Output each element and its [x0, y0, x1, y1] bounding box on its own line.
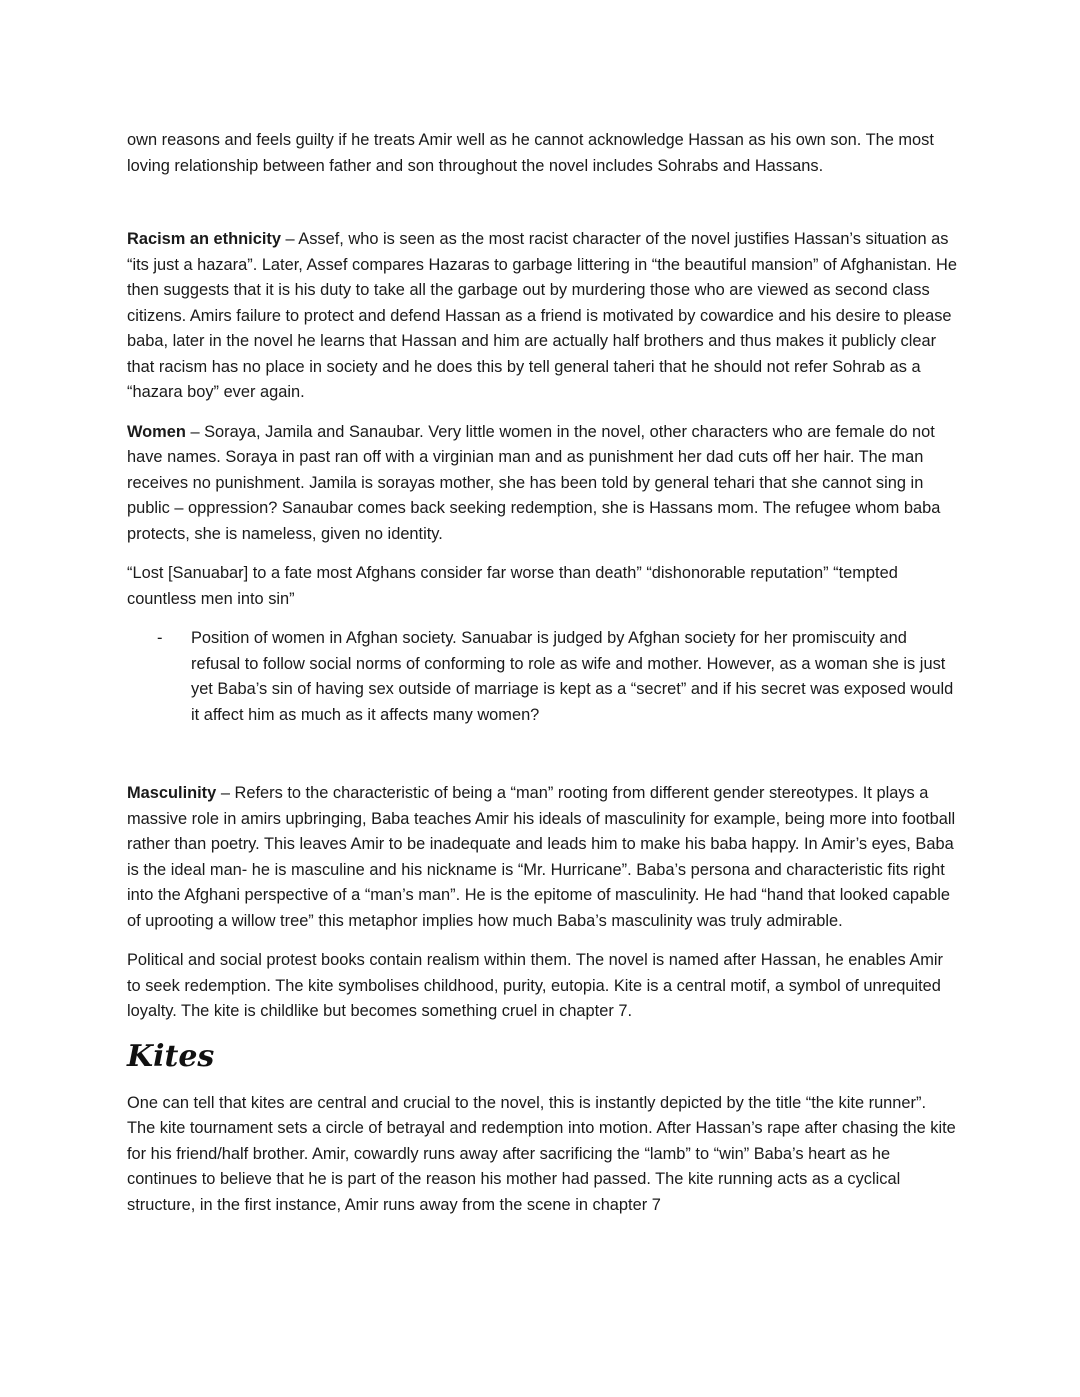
women-bullet-text: Position of women in Afghan society. Sanuabar is judged by Afghan society for her promiscuity and refusal to follow social norms of conforming to role as wife and mother. However, as a woman she is just yet Baba’s sin of having sex outside of marriage is kept as a “secret” and if his secret was exposed would it affect him as much as it affects many women?: [191, 629, 954, 724]
racism-text: – Assef, who is seen as the most racist character of the novel justifies Hassan’s situation as “its just a hazara”. Later, Assef compares Hazaras to garbage littering in “the beautiful mansion” of Afghanistan. He then suggests that it is his duty to take all the garbage out by murdering those who are viewed as second class citizens. Amirs failure to protect and defend Hassan as a friend is motivated by cowardice and his desire to please baba, later in the novel he learns that Hassan and him are actually half brothers and thus makes it publicly clear that racism has no place in society and he does this by tell general taheri that he should not refer Sohrab as a “hazara boy” ever again.: [127, 230, 957, 401]
women-text: – Soraya, Jamila and Sanaubar. Very little women in the novel, other characters who are female do not have names. Soraya in past ran off with a virginian man and as punishment her dad cuts off her hair. The man receives no punishment. Jamila is sorayas mother, she has been told by general tehari that she cannot sing in public – oppression? Sanaubar comes back seeking redemption, she is Hassans mom. The refugee whom baba protects, she is nameless, given no identity.: [127, 422, 941, 543]
women-paragraph: [127, 420, 957, 548]
masculinity-term: Masculinity: [127, 784, 217, 802]
racism-term: Racism an ethnicity: [127, 230, 281, 248]
women-quote: “Lost [Sanuabar] to a fate most Afghans consider far worse than death” “dishonorable reputation” “tempted countless men into sin”: [127, 564, 898, 608]
protest-paragraph: Political and social protest books contain realism within them. The novel is named after Hassan, he enables Amir to seek redemption. The kite symbolises childhood, purity, eutopia. Kite is a central motif, a symbol of unrequited loyalty. The kite is childlike but becomes something cruel in chapter 7.: [127, 951, 944, 1020]
masculinity-text: – Refers to the characteristic of being a “man” rooting from different gender stereotypes. It plays a massive role in amirs upbringing, Baba teaches Amir his ideals of masculinity for example, being more into football rather than poetry. This leaves Amir to be inadequate and leads him to make his baba happy. In Amir’s eyes, Baba is the ideal man- he is masculine and his nickname is “Mr. Hurricane”. Baba’s persona and characteristic fits right into the Afghani perspective of a “man’s man”. He is the epitome of masculinity. He had “hand that looked capable of uprooting a willow tree” this metaphor implies how much Baba’s masculinity was truly admirable.: [127, 784, 956, 930]
intro-paragraph: own reasons and feels guilty if he treats Amir well as he cannot acknowledge Hassan as his own son. The most loving relationship between father and son throughout the novel includes Sohrabs and Hassans.: [127, 131, 934, 175]
document-page: [127, 128, 957, 1218]
women-bullet-item: [157, 626, 957, 728]
women-term: Women: [127, 422, 186, 441]
racism-paragraph: [127, 227, 957, 406]
kites-heading: Kites: [127, 1038, 215, 1074]
masculinity-paragraph: [127, 781, 957, 934]
kites-paragraph: One can tell that kites are central and crucial to the novel, this is instantly depicted by the title “the kite runner”. The kite tournament sets a circle of betrayal and redemption into motion. After Hassan’s rape after chasing the kite for his friend/half brother. Amir, cowardly runs away after sacrificing the “lamb” to “win” Baba’s heart as he continues to believe that he is part of the reason his mother had passed. The kite running acts as a cyclical structure, in the first instance, Amir runs away from the scene in chapter 7: [127, 1093, 956, 1214]
bullet-dash: -: [157, 629, 163, 647]
